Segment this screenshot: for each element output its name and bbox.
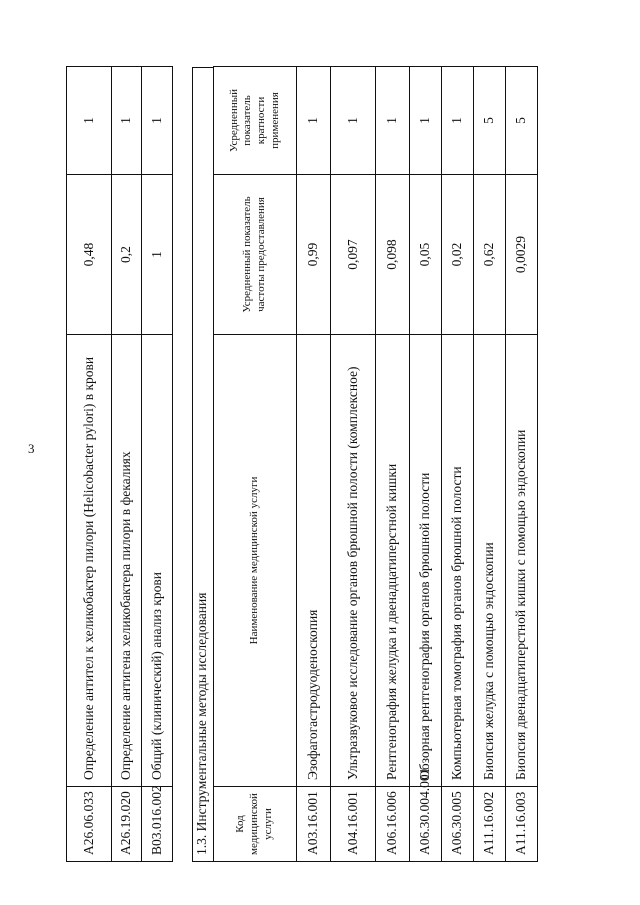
- multiplicity-value: 1: [410, 67, 442, 175]
- top-table-block: [66, 66, 173, 862]
- frequency-value: 0,02: [442, 175, 474, 335]
- table-row: [142, 67, 173, 862]
- multiplicity-value: 1: [376, 67, 410, 175]
- multiplicity-value: 1: [331, 67, 376, 175]
- service-code: A11.16.002: [474, 787, 506, 862]
- frequency-value: 0,098: [376, 175, 410, 335]
- table-row: [506, 67, 538, 862]
- service-code: A11.16.003: [506, 787, 538, 862]
- table-row: [474, 67, 506, 862]
- frequency-value: 0,097: [331, 175, 376, 335]
- table-row: [112, 67, 142, 862]
- service-code: A04.16.001: [331, 787, 376, 862]
- service-code: A03.16.001: [297, 787, 331, 862]
- service-name: Определение антигена хеликобактера пилори в фекалиях: [112, 335, 142, 787]
- service-name: Определение антител к хеликобактер пилори (Helicobacter pylori) в крови: [67, 335, 112, 787]
- multiplicity-value: 1: [112, 67, 142, 175]
- service-code: A26.19.020: [112, 787, 142, 862]
- service-name: Биопсия желудка с помощью эндоскопии: [474, 335, 506, 787]
- table-row: [410, 67, 442, 862]
- page-number: 3: [28, 441, 35, 456]
- service-code: A06.16.006: [376, 787, 410, 862]
- instrumental-section: [192, 66, 538, 862]
- header-name: Наименование медицинской услуги: [214, 335, 297, 787]
- lab-tests-table: [66, 66, 173, 862]
- frequency-value: 1: [142, 175, 173, 335]
- service-code: A26.06.033: [67, 787, 112, 862]
- service-code: B03.016.002: [142, 787, 173, 862]
- frequency-value: 0,62: [474, 175, 506, 335]
- frequency-value: 0,48: [67, 175, 112, 335]
- table-row: [297, 67, 331, 862]
- table-header-row: [214, 67, 297, 862]
- table-row: [442, 67, 474, 862]
- multiplicity-value: 1: [442, 67, 474, 175]
- service-name: Рентгенография желудка и двенадцатиперстной кишки: [376, 335, 410, 787]
- service-name: Обзорная рентгенография органов брюшной полости: [410, 335, 442, 787]
- frequency-value: 0,05: [410, 175, 442, 335]
- frequency-value: 0,2: [112, 175, 142, 335]
- service-name: Ультразвуковое исследование органов брюшной полости (комплексное): [331, 335, 376, 787]
- service-code: A06.30.004.001: [410, 787, 442, 862]
- service-name: Компьютерная томография органов брюшной полости: [442, 335, 474, 787]
- table-row: [376, 67, 410, 862]
- frequency-value: 0,99: [297, 175, 331, 335]
- table-row: [331, 67, 376, 862]
- service-name: Общий (клинический) анализ крови: [142, 335, 173, 787]
- frequency-value: 0,0029: [506, 175, 538, 335]
- header-multiplicity: Усредненный показатель кратности применения: [214, 67, 297, 175]
- multiplicity-value: 1: [67, 67, 112, 175]
- section-title: 1.3. Инструментальные методы исследования: [192, 67, 213, 862]
- service-name: Эзофагогастродуоденоскопия: [297, 335, 331, 787]
- instrumental-methods-table: [213, 66, 538, 862]
- multiplicity-value: 5: [474, 67, 506, 175]
- multiplicity-value: 5: [506, 67, 538, 175]
- header-frequency: Усредненный показатель частоты предоставления: [214, 175, 297, 335]
- service-name: Биопсия двенадцатиперстной кишки с помощью эндоскопии: [506, 335, 538, 787]
- header-code: Код медицинской услуги: [214, 787, 297, 862]
- multiplicity-value: 1: [297, 67, 331, 175]
- table-row: [67, 67, 112, 862]
- multiplicity-value: 1: [142, 67, 173, 175]
- service-code: A06.30.005: [442, 787, 474, 862]
